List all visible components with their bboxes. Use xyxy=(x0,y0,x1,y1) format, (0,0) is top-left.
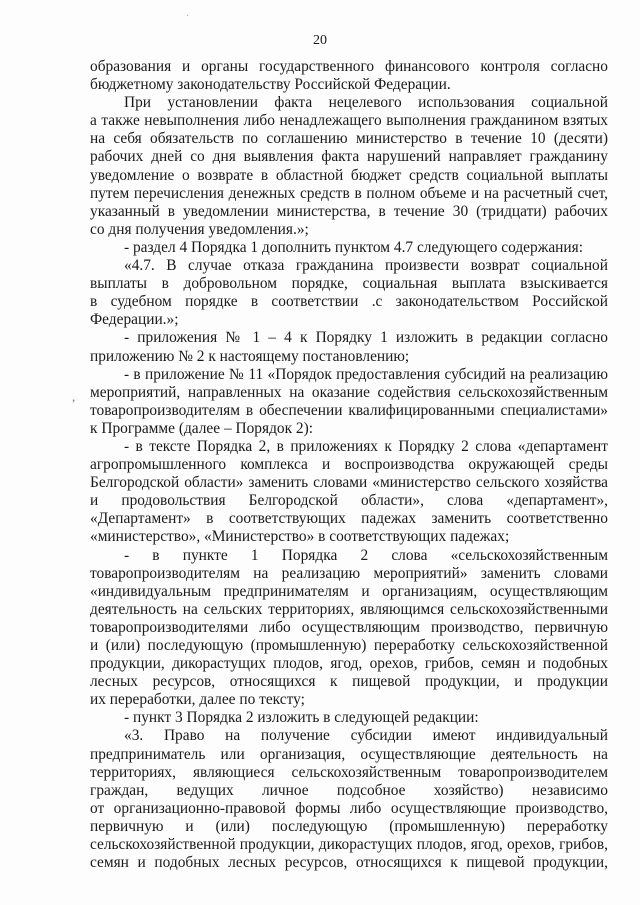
text-line: агропромышленного комплекса и воспроизводства окружающей среды xyxy=(90,456,608,474)
text-line: «индивидуальным предпринимателям и организациям, осуществляющим xyxy=(90,582,608,600)
text-line: - приложения № 1 – 4 к Порядку 1 изложить в редакции согласно xyxy=(124,329,608,347)
text-line: семян и подобных лесных ресурсов, относящихся к пищевой продукции, xyxy=(90,854,608,872)
text-line: товаропроизводителям на реализацию мероприятий» заменить словами xyxy=(90,564,608,582)
text-line: - в пункте 1 Порядка 2 слова «сельскохозяйственным xyxy=(124,546,608,564)
text-line: и продовольствия Белгородской области», слова «департамент», xyxy=(90,492,608,510)
text-line: «Департамент» в соответствующих падежах заменить соответственно xyxy=(90,510,608,528)
scan-speck: · xyxy=(186,11,190,22)
text-line: первичную и (или) последующую (промышленную) переработку xyxy=(90,817,608,835)
text-line: выплаты в добровольном порядке, социальная выплата взыскивается xyxy=(90,275,608,293)
text-line: рабочих дней со дня выявления факта нарушений направляет гражданину xyxy=(90,148,608,166)
text-line: товаропроизводителям в обеспечении квалифицированными специалистами» xyxy=(90,401,608,419)
text-line: и (или) последующую (промышленную) переработку сельскохозяйственной xyxy=(90,637,608,654)
text-line: деятельность на сельских территориях, являющимся сельскохозяйственными xyxy=(90,600,608,618)
margin-mark: , xyxy=(72,389,76,404)
text-line: товаропроизводителями либо осуществляющим производство, первичную xyxy=(90,618,608,636)
text-line: а также невыполнения либо ненадлежащего выполнения гражданином взятых xyxy=(90,112,608,130)
text-line: путем перечисления денежных средств в полном объеме и на расчетный счет, xyxy=(90,184,608,202)
text-line: предприниматель или организация, осуществляющие деятельность на xyxy=(90,745,608,763)
text-line: Белгородской области» заменить словами «министерство сельского хозяйства xyxy=(90,474,608,492)
body-text xyxy=(90,58,608,872)
text-line: сельскохозяйственной продукции, дикорастущих плодов, ягод, орехов, грибов, xyxy=(90,836,608,854)
text-line: лесных ресурсов, относящихся к пищевой продукции, и продукции xyxy=(90,673,608,691)
text-line: уведомление о возврате в областной бюджет средств социальной выплаты xyxy=(90,166,608,184)
text-line: бюджетному законодательству Российской Федерации. xyxy=(90,76,451,94)
text-line: мероприятий, направленных на оказание содействия сельскохозяйственным xyxy=(90,383,608,401)
text-line: - раздел 4 Порядка 1 дополнить пунктом 4.7 следующего содержания: xyxy=(124,238,584,256)
text-line: «3. Право на получение субсидии имеют индивидуальный xyxy=(124,727,608,745)
text-line: При установлении факта нецелевого использования социальной xyxy=(124,94,608,112)
text-line: к Программе (далее – Порядок 2): xyxy=(90,419,314,437)
text-line: со дня получения уведомления.»; xyxy=(90,220,309,238)
text-line: территориях, являющиеся сельскохозяйственным товаропроизводителем xyxy=(90,763,608,781)
text-line: Федерации.»; xyxy=(90,311,179,329)
text-line: продукции, дикорастущих плодов, ягод, орехов, грибов, семян и подобных xyxy=(90,655,608,673)
text-line: их переработки, далее по тексту; xyxy=(90,691,305,709)
text-line: образования и органы государственного финансового контроля согласно xyxy=(90,58,608,75)
text-line: - в тексте Порядка 2, в приложениях к Порядку 2 слова «департамент xyxy=(124,437,608,455)
text-line: указанный в уведомлении министерства, в течение 30 (тридцати) рабочих xyxy=(90,202,608,220)
text-line: «4.7. В случае отказа гражданина произвести возврат социальной xyxy=(124,257,608,275)
text-line: «министерство», «Министерство» в соответствующих падежах; xyxy=(90,528,510,546)
page-number: 20 xyxy=(313,33,327,48)
text-line: - пункт 3 Порядка 2 изложить в следующей редакции: xyxy=(124,709,479,727)
text-line: приложению № 2 к настоящему постановлению; xyxy=(90,347,410,365)
text-line: на себя обязательств по соглашению министерство в течение 10 (десяти) xyxy=(90,130,608,148)
text-line: - в приложение № 11 «Порядок предоставления субсидий на реализацию xyxy=(124,365,608,383)
text-line: граждан, ведущих личное подсобное хозяйство) независимо xyxy=(90,781,608,799)
text-line: в судебном порядке в соответствии .с законодательством Российской xyxy=(90,293,608,311)
text-line: от организационно-правовой формы либо осуществляющие производство, xyxy=(90,799,608,817)
